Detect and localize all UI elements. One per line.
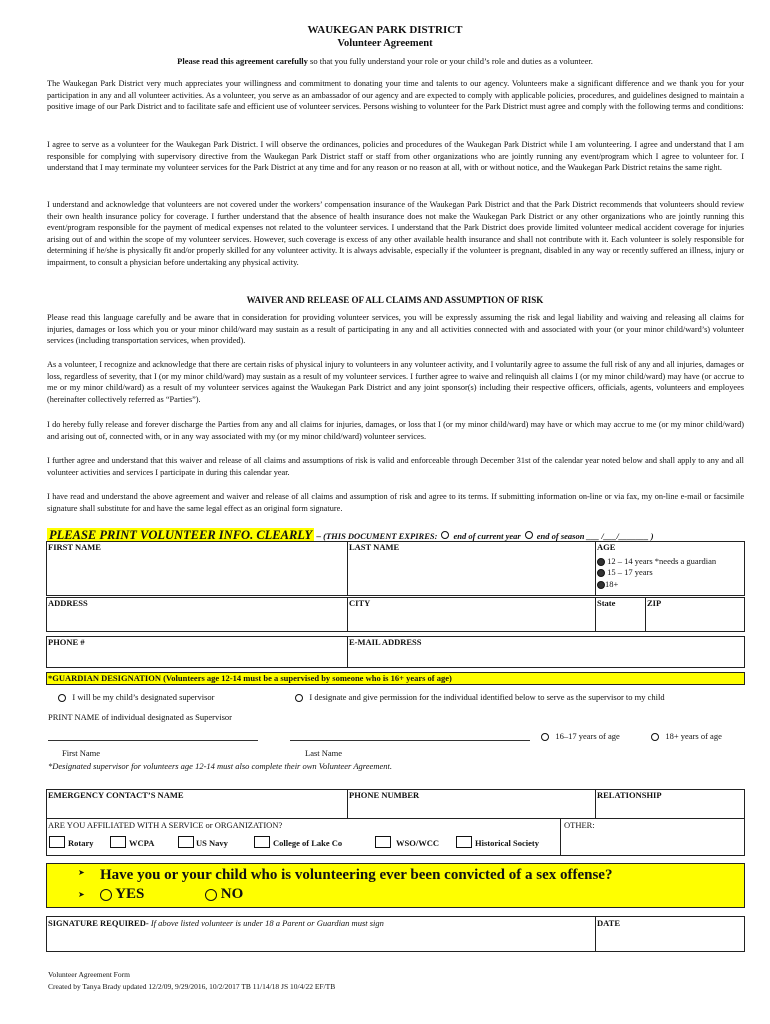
waiver-title: WAIVER AND RELEASE OF ALL CLAIMS AND ASSUMPTION OF RISK: [246, 295, 544, 305]
guardian-designate-text: I designate and give permission for the individual identified below to serve as the supervisor to my child: [309, 692, 665, 702]
supervisor-age-18plus[interactable]: [651, 731, 722, 741]
supervisor-last-name-line[interactable]: [290, 740, 530, 741]
footer-form-name: Volunteer Agreement Form: [48, 970, 130, 979]
relationship-label: RELATIONSHIP: [597, 790, 662, 800]
first-name-label: FIRST NAME: [48, 542, 101, 552]
supervisor-first-name-line[interactable]: [48, 740, 258, 741]
state-label: State: [597, 598, 616, 608]
age-12-14-text: 12 – 14 years *needs a guardian: [607, 556, 717, 566]
zip-label: ZIP: [647, 598, 662, 608]
last-name-label: LAST NAME: [349, 542, 400, 552]
expires-label: (THIS DOCUMENT EXPIRES:: [323, 531, 438, 541]
paragraph-consent: I have read and understand the above agreement and waiver and release of all claims and assumption of risk and agree to its terms. If submitting information on-line or via fax, my on-line e-mail or facsimile signature shall substitute for and have the same legal effect as an original form signature.: [47, 492, 744, 513]
sup-16-17-text: 16–17 years of age: [555, 731, 620, 741]
intro-rest: so that you fully understand your role or your child’s role and duties as a volunteer.: [307, 56, 593, 66]
paragraph-intro: The Waukegan Park District very much appreciates your willingness and commitment to donating your time and talents to our agency. Volunteers make a significant difference and we thank you for your participation in any and all volunteer activities. As a volunteer, you serve as an ambassador of our agency and are expected to comply with applicable policies, procedures, and guidelines designed to maintain a positive image of our Park District and to facilitate safe and efficient use of volunteer services. Persons wishing to volunteer for the Park District must agree and comply with the following terms and conditions:: [47, 79, 744, 112]
address-field[interactable]: [46, 597, 348, 632]
age-18plus-text: 18+: [605, 579, 619, 589]
other-label: OTHER:: [564, 820, 595, 830]
offense-bullet-2-icon: ➤: [78, 890, 85, 899]
intro-bold: Please read this agreement carefully: [177, 56, 308, 66]
signature-label: [48, 918, 384, 928]
supervisor-last-name-label: Last Name: [305, 748, 343, 758]
expires-season-radio[interactable]: [525, 531, 533, 539]
age-18plus-radio[interactable]: [597, 581, 605, 589]
org-name: WAUKEGAN PARK DISTRICT: [307, 24, 463, 36]
paragraph-validity: I further agree and understand that this waiver and release of all claims and assumptions of risk is valid and enforceable through December 31st of the calendar year noted below and shall apply to any and all volunteer activities and services I participate in during this calendar year.: [47, 456, 744, 477]
offense-yes-radio[interactable]: [100, 889, 112, 901]
college-checkbox[interactable]: [254, 836, 270, 848]
paragraph-waiver: Please read this language carefully and be aware that in consideration for providing volunteer services, you will be expressly assuming the risk and legal liability and waiving and releasing all claims for injuries, damages or loss which you or your minor child/ward may sustain as a result of participating in any and all activities connected with and associated with your (or your minor child/ward’s) volunteer services (including transportation services, when provided).: [47, 313, 744, 346]
sup-16-17-radio[interactable]: [541, 733, 549, 741]
wcpa-label: WCPA: [129, 838, 155, 848]
intro-line: [0, 56, 770, 66]
signature-note-text: If above listed volunteer is under 18 a Parent or Guardian must sign: [148, 918, 384, 928]
guardian-note: *Designated supervisor for volunteers age 12-14 must also complete their own Volunteer Agreement.: [48, 761, 392, 771]
historical-checkbox[interactable]: [456, 836, 472, 848]
age-option-18plus[interactable]: [597, 579, 618, 589]
offense-no-radio[interactable]: [205, 889, 217, 901]
email-label: E-MAIL ADDRESS: [349, 637, 422, 647]
wcpa-checkbox[interactable]: [110, 836, 126, 848]
city-field[interactable]: [347, 597, 596, 632]
rotary-checkbox[interactable]: [49, 836, 65, 848]
age-label: AGE: [597, 542, 616, 552]
signature-required-text: SIGNATURE REQUIRED-: [48, 918, 149, 928]
wso-checkbox[interactable]: [375, 836, 391, 848]
address-label: ADDRESS: [48, 598, 88, 608]
expires-year-radio[interactable]: [441, 531, 449, 539]
date-label: DATE: [597, 918, 620, 928]
paragraph-agree: I agree to serve as a volunteer for the Waukegan Park District. I will observe the ordinances, policies and procedures of the Waukegan Park District while I am volunteering. I agree and understand that I am responsible for complying with supervisory directive from the Waukegan Park District staff or staff from other organizations who are jointly running any event/program which I agree to volunteer for. I understand that I may terminate my volunteer services for the Park District at any time and for any reason or no reason at all, with or without notice, and the Waukegan Park District retains the same right.: [47, 140, 744, 173]
print-heading-dash: –: [314, 531, 324, 541]
offense-bullet-icon: ➤: [78, 868, 85, 877]
offense-question: Have you or your child who is volunteering ever been convicted of a sex offense?: [100, 867, 613, 883]
emergency-contact-label: EMERGENCY CONTACT’S NAME: [48, 790, 184, 800]
offense-yes-option[interactable]: [100, 886, 144, 903]
print-heading-row: [47, 526, 747, 540]
usnavy-label: US Navy: [196, 838, 228, 848]
guardian-designate-radio[interactable]: [295, 694, 303, 702]
phone-field[interactable]: [46, 636, 348, 668]
offense-no-text: NO: [220, 886, 244, 902]
print-name-label: PRINT NAME of individual designated as Supervisor: [48, 712, 232, 722]
guardian-option-self[interactable]: [58, 692, 215, 702]
rotary-label: Rotary: [68, 838, 94, 848]
guardian-self-radio[interactable]: [58, 694, 66, 702]
expires-season-label: end of season ___ /___/_______ ): [536, 531, 654, 541]
affiliation-question: ARE YOU AFFILIATED WITH A SERVICE or ORGANIZATION?: [48, 820, 283, 830]
age-15-17-radio[interactable]: [597, 569, 605, 577]
form-title: Volunteer Agreement: [337, 38, 433, 49]
sup-18plus-text: 18+ years of age: [665, 731, 722, 741]
paragraph-insurance: I understand and acknowledge that volunteers are not covered under the workers’ compensation insurance of the Waukegan Park District and that the Park District recommends that volunteers should review their own health insurance policy for coverage. I further understand that the absence of health insurance does not make the Waukegan Park District or any other organizations who are jointly running this event/program responsible for the payment of medical expenses not related to the volunteer services. I understand that the Park District does provide limited volunteer medical accident coverage for injuries arising out of and within the scope of my volunteer services. However, such coverage is excess of any other available health insurance and shall not contribute with it. Each volunteer is solely responsible for determining if he/she is physically fit and/or properly skilled for any volunteer activity. It is always advisable, especially if the volunteer is pregnant, disabled in any way or recently suffered an illness, injury or impairment, to consult a physician before undertaking any physical activity.: [47, 200, 744, 267]
offense-yes-text: YES: [115, 886, 145, 902]
supervisor-age-16-17[interactable]: [541, 731, 620, 741]
guardian-self-text: I will be my child’s designated supervisor: [72, 692, 215, 702]
age-option-15-17[interactable]: [597, 567, 653, 577]
expires-year-label: end of current year: [453, 531, 521, 541]
age-option-12-14[interactable]: [597, 556, 716, 566]
sup-18plus-radio[interactable]: [651, 733, 659, 741]
usnavy-checkbox[interactable]: [178, 836, 194, 848]
historical-label: Historical Society: [475, 838, 539, 848]
print-heading: PLEASE PRINT VOLUNTEER INFO. CLEARLY: [49, 528, 313, 542]
footer-credits: Created by Tanya Brady updated 12/2/09, 9/29/2016, 10/2/2017 TB 11/14/18 JS 10/4/22 EF/TB: [48, 982, 336, 991]
supervisor-first-name-label: First Name: [62, 748, 101, 758]
age-12-14-radio[interactable]: [597, 558, 605, 566]
wso-label: WSO/WCC: [396, 838, 439, 848]
paragraph-risk: As a volunteer, I recognize and acknowledge that there are certain risks of physical injury to volunteers in any volunteer activity, and I voluntarily agree to assume the full risk of any and all injuries, damages or loss, regardless of severity, that I (or my minor child/ward) may sustain as a result of my volunteer services. I further agree to waive and relinquish all claims I (or my minor child/ward) may have (or accrue to me or my minor child/ward) as a result of my volunteer services against the Waukegan Park District and any joint sponsor(s) including their respective officers, officials, agents, volunteers and employees (hereinafter collectively referred as “Parties”).: [47, 360, 744, 404]
offense-no-option[interactable]: [205, 886, 243, 903]
paragraph-release: I do hereby fully release and forever discharge the Parties from any and all claims for injuries, damages, or loss that I (or my minor child/ward) may have or which may accrue to me (or my minor child/ward) and arising out of, connected with, or in any way associated with my (or my minor child/ward) volunteer services.: [47, 420, 744, 441]
college-label: College of Lake Co: [273, 838, 343, 848]
city-label: CITY: [349, 598, 371, 608]
guardian-heading: *GUARDIAN DESIGNATION (Volunteers age 12-14 must be a supervised by someone who is 16+ years of age): [48, 673, 452, 683]
emergency-phone-label: PHONE NUMBER: [349, 790, 420, 800]
age-15-17-text: 15 – 17 years: [607, 567, 653, 577]
phone-label: PHONE #: [48, 637, 85, 647]
guardian-option-designate[interactable]: [295, 692, 665, 702]
